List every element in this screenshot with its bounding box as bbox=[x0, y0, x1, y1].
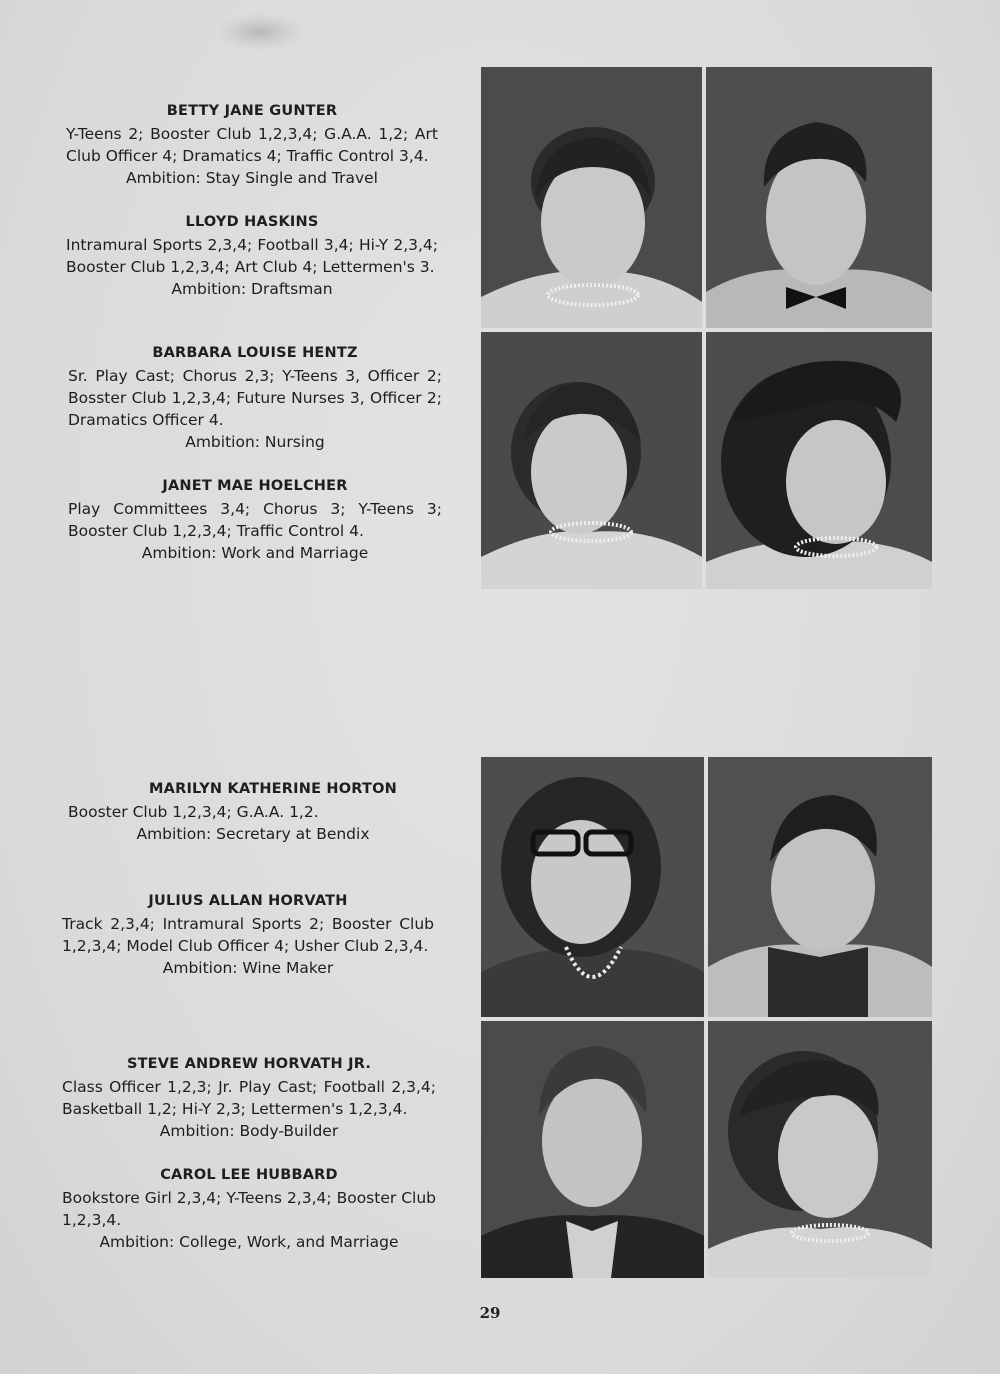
portrait-photo-haskins bbox=[706, 67, 932, 328]
student-ambition: Ambition: Work and Marriage bbox=[141, 544, 369, 562]
student-ambition: Ambition: Wine Maker bbox=[162, 959, 334, 977]
student-activities: Booster Club 1,2,3,4; G.A.A. 1,2. bbox=[68, 803, 319, 821]
student-name: LLOYD HASKINS bbox=[185, 214, 319, 230]
student-ambition: Ambition: Secretary at Bendix bbox=[136, 825, 370, 843]
student-name: CAROL LEE HUBBARD bbox=[160, 1167, 338, 1183]
student-name: STEVE ANDREW HORVATH JR. bbox=[126, 1056, 372, 1072]
student-entry-hentz bbox=[68, 342, 442, 453]
portrait-photo-hubbard bbox=[708, 1021, 932, 1278]
student-ambition: Ambition: Body-Builder bbox=[159, 1122, 339, 1140]
ink-smudge bbox=[218, 14, 302, 50]
student-activities: Track 2,3,4; Intramural Sports 2; Booster Club 1,2,3,4; Model Club Officer 4; Usher Club 2,3,4. bbox=[62, 915, 434, 955]
student-entry-haskins bbox=[66, 211, 438, 300]
portrait-photo-gunter bbox=[481, 67, 702, 328]
portrait-photo-hentz bbox=[481, 332, 702, 589]
student-activities: Play Committees 3,4; Chorus 3; Y-Teens 3; Booster Club 1,2,3,4; Traffic Control 4. bbox=[68, 500, 442, 540]
portrait-photo-steve-horvath bbox=[481, 1021, 704, 1278]
student-entry-julius-horvath bbox=[62, 890, 434, 979]
student-activities: Class Officer 1,2,3; Jr. Play Cast; Football 2,3,4; Basketball 1,2; Hi-Y 2,3; Lettermen's 1,2,3,4. bbox=[62, 1078, 436, 1118]
student-ambition: Ambition: Draftsman bbox=[171, 280, 333, 298]
student-entry-horton bbox=[68, 778, 438, 845]
student-activities: Sr. Play Cast; Chorus 2,3; Y-Teens 3, Officer 2; Bosster Club 1,2,3,4; Future Nurses 3, Officer 2; Dramatics Officer 4. bbox=[68, 367, 442, 429]
student-entry-steve-horvath bbox=[62, 1053, 436, 1142]
page-number: 29 bbox=[479, 1304, 501, 1322]
student-activities: Intramural Sports 2,3,4; Football 3,4; Hi-Y 2,3,4; Booster Club 1,2,3,4; Art Club 4; Lettermen's 3. bbox=[66, 236, 438, 276]
student-ambition: Ambition: Nursing bbox=[185, 433, 325, 451]
student-entry-gunter bbox=[66, 100, 438, 189]
portrait-photo-horton bbox=[481, 757, 704, 1017]
student-ambition: Ambition: College, Work, and Marriage bbox=[99, 1233, 399, 1251]
student-entry-hoelcher bbox=[68, 475, 442, 564]
student-name: MARILYN KATHERINE HORTON bbox=[149, 781, 397, 797]
student-name: JANET MAE HOELCHER bbox=[162, 478, 348, 494]
student-name: JULIUS ALLAN HORVATH bbox=[148, 893, 348, 909]
student-ambition: Ambition: Stay Single and Travel bbox=[126, 169, 378, 187]
student-name: BETTY JANE GUNTER bbox=[166, 103, 338, 119]
portrait-photo-hoelcher bbox=[706, 332, 932, 589]
student-entry-hubbard bbox=[62, 1164, 436, 1253]
portrait-photo-julius-horvath bbox=[708, 757, 932, 1017]
student-name: BARBARA LOUISE HENTZ bbox=[152, 345, 358, 361]
student-activities: Y-Teens 2; Booster Club 1,2,3,4; G.A.A. 1,2; Art Club Officer 4; Dramatics 4; Traffic Control 3,4. bbox=[66, 125, 438, 165]
student-activities: Bookstore Girl 2,3,4; Y-Teens 2,3,4; Booster Club 1,2,3,4. bbox=[62, 1189, 436, 1229]
